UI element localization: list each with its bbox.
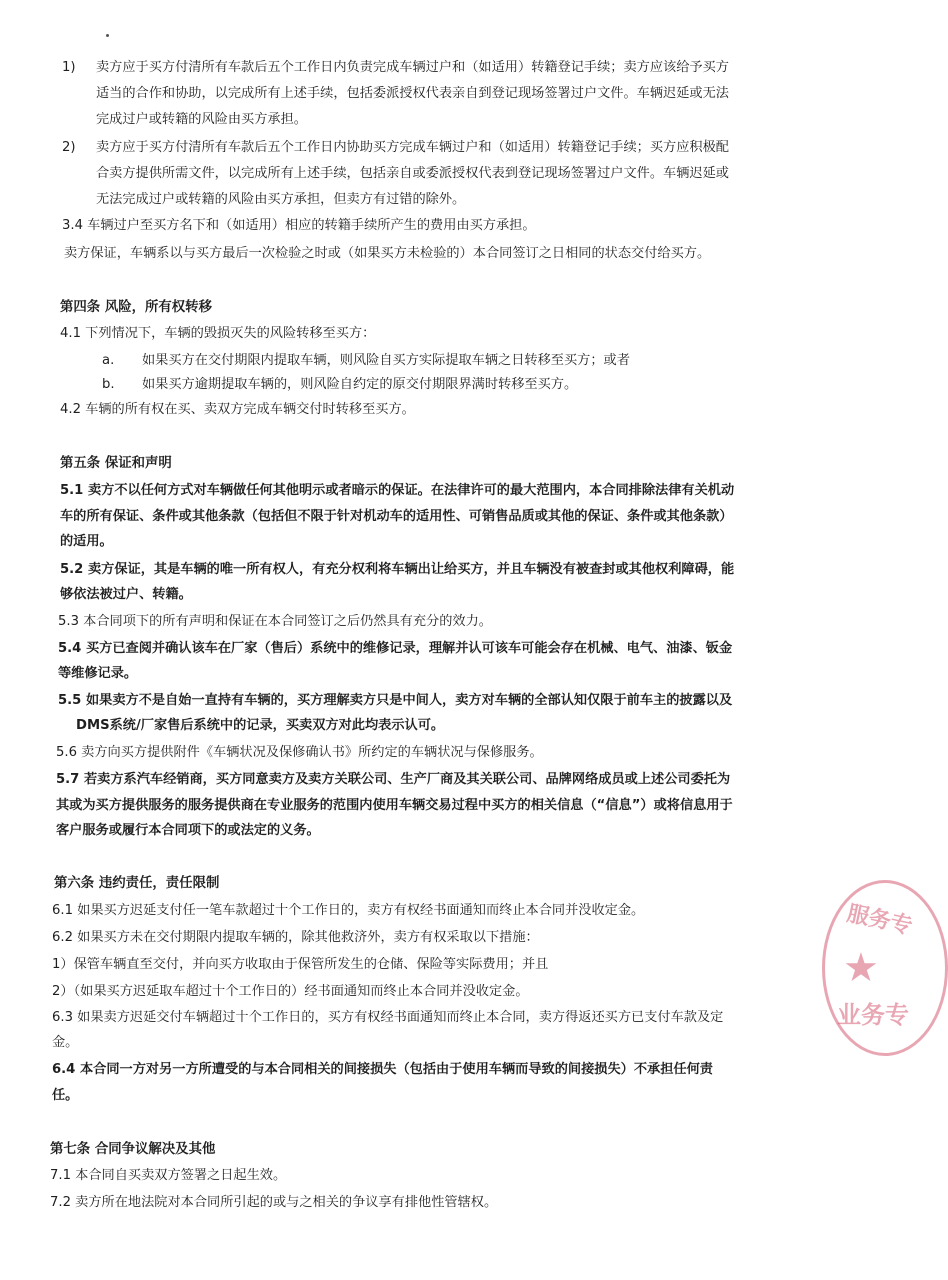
clause-4-1: 4.1 下列情况下，车辆的毁损灭失的风险转移至买方： (60, 326, 376, 341)
clause-5-6: 5.6 卖方向买方提供附件《车辆状况及保修确认书》所约定的车辆状况与保修服务。 (56, 745, 543, 760)
clause-5-2-line-2: 够依法被过户、转籍。 (60, 587, 192, 602)
item-1-line-3: 完成过户或转籍的风险由买方承担。 (96, 112, 307, 127)
clause-6-4-line-2: 任。 (52, 1088, 79, 1103)
seal-text-bottom: 业务专 (837, 1001, 909, 1029)
article-4-title: 第四条 风险，所有权转移 (60, 300, 212, 315)
clause-6-3-line-2: 金。 (52, 1035, 79, 1050)
clause-4-1-a: a. 如果买方在交付期限内提取车辆，则风险自买方实际提取车辆之日转移至买方；或者 (102, 353, 630, 368)
clause-5-5-line-2: DMS系统/厂家售后系统中的记录，买卖双方对此均表示认可。 (76, 718, 445, 733)
item-2-number: 2) (62, 140, 76, 155)
clause-5-5-line-1: 5.5 如果卖方不是自始一直持有车辆的，买方理解卖方只是中间人，卖方对车辆的全部认知仅限于前车主的披露以及 (58, 693, 733, 708)
company-seal-stamp (822, 880, 948, 1056)
item-1-line-1: 1) 卖方应于买方付清所有车款后五个工作日内负责完成车辆过户和（如适用）转籍登记手续；卖方应该给予买方 (62, 58, 729, 78)
clause-6-2-measure-1: 1）保管车辆直至交付，并向买方收取由于保管所发生的仓储、保险等实际费用；并且 (52, 957, 549, 972)
item-2-line-3: 无法完成过户或转籍的风险由买方承担，但卖方有过错的除外。 (96, 192, 466, 207)
clause-5-3: 5.3 本合同项下的所有声明和保证在本合同签订之后仍然具有充分的效力。 (58, 614, 492, 629)
clause-5-4-line-2: 等维修记录。 (58, 666, 138, 681)
clause-6-1: 6.1 如果买方迟延支付任一笔车款超过十个工作日的，卖方有权经书面通知而终止本合同并没收定金。 (52, 903, 645, 918)
clause-5-1-line-1: 5.1 卖方不以任何方式对车辆做任何其他明示或者暗示的保证。在法律许可的最大范围内，本合同排除法律有关机动 (60, 483, 735, 498)
scan-speck (106, 34, 109, 37)
clause-5-1-line-2: 车的所有保证、条件或其他条款（包括但不限于针对机动车的适用性、可销售品质或其他的保证、条件或其他条款） (60, 509, 733, 524)
clause-5-7-line-2: 其或为买方提供服务的服务提供商在专业服务的范围内使用车辆交易过程中买方的相关信息（“信息”）或将信息用于 (56, 798, 733, 813)
clause-4-1-b: b. 如果买方逾期提取车辆的，则风险自约定的原交付期限界满时转移至买方。 (102, 377, 578, 392)
article-7-title: 第七条 合同争议解决及其他 (50, 1142, 216, 1157)
clause-6-2-measure-2: 2）（如果买方迟延取车超过十个工作日的）经书面通知而终止本合同并没收定金。 (52, 984, 529, 999)
item-1-line-2: 适当的合作和协助，以完成所有上述手续，包括委派授权代表亲自到登记现场签署过户文件。车辆迟延或无法 (96, 86, 729, 101)
article-6-title: 第六条 违约责任，责任限制 (54, 876, 220, 891)
clause-4-2: 4.2 车辆的所有权在买、卖双方完成车辆交付时转移至买方。 (60, 402, 415, 417)
clause-7-1: 7.1 本合同自买卖双方签署之日起生效。 (50, 1168, 287, 1183)
article-5-title: 第五条 保证和声明 (60, 456, 172, 471)
clause-3-4: 3.4 车辆过户至买方名下和（如适用）相应的转籍手续所产生的费用由买方承担。 (62, 218, 536, 233)
item-2-line-1: 2) 卖方应于买方付清所有车款后五个工作日内协助买方完成车辆过户和（如适用）转籍登记手续；买方应积极配 (62, 138, 729, 158)
item-2-line-2: 合卖方提供所需文件，以完成所有上述手续，包括亲自或委派授权代表到登记现场签署过户文件。车辆迟延或 (96, 166, 729, 181)
clause-3-5: 卖方保证，车辆系以与买方最后一次检验之时或（如果买方未检验的）本合同签订之日相同的状态交付给买方。 (64, 246, 711, 261)
item-1-number: 1) (62, 60, 76, 75)
clause-7-2: 7.2 卖方所在地法院对本合同所引起的或与之相关的争议享有排他性管辖权。 (50, 1195, 498, 1210)
clause-5-4-line-1: 5.4 买方已查阅并确认该车在厂家（售后）系统中的维修记录，理解并认可该车可能会存在机械、电气、油漆、钣金 (58, 641, 733, 656)
clause-5-7-line-3: 客户服务或履行本合同项下的或法定的义务。 (56, 823, 320, 838)
seal-text-top: 服务专 (844, 901, 915, 940)
clause-6-4-line-1: 6.4 本合同一方对另一方所遭受的与本合同相关的间接损失（包括由于使用车辆而导致的间接损失）不承担任何责 (52, 1062, 713, 1077)
clause-6-2: 6.2 如果买方未在交付期限内提取车辆的，除其他救济外，卖方有权采取以下措施： (52, 930, 539, 945)
clause-5-7-line-1: 5.7 若卖方系汽车经销商，买方同意卖方及卖方关联公司、生产厂商及其关联公司、品牌网络成员或上述公司委托为 (56, 772, 731, 787)
clause-5-2-line-1: 5.2 卖方保证，其是车辆的唯一所有权人，有充分权利将车辆出让给买方，并且车辆没有被查封或其他权利障碍，能 (60, 562, 735, 577)
seal-star-icon: ★ (843, 945, 879, 991)
clause-5-1-line-3: 的适用。 (60, 534, 113, 549)
clause-6-3-line-1: 6.3 如果卖方迟延交付车辆超过十个工作日的，买方有权经书面通知而终止本合同，卖方得返还买方已支付车款及定 (52, 1010, 724, 1025)
